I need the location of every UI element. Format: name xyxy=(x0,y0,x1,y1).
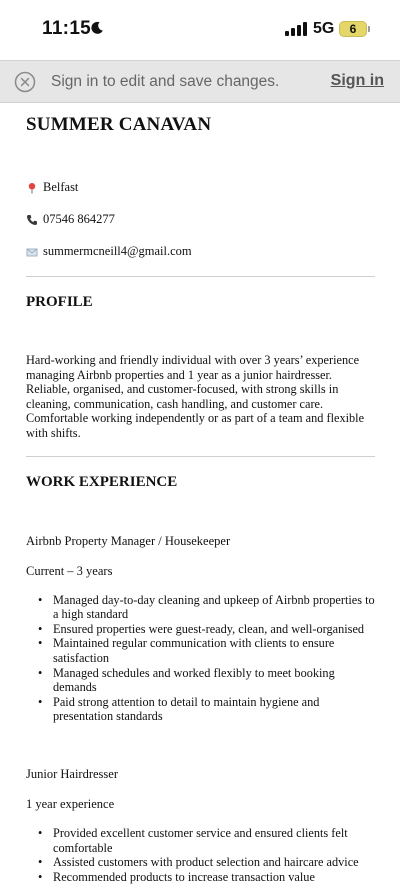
location-text: Belfast xyxy=(43,180,79,194)
close-icon[interactable] xyxy=(14,71,36,93)
list-item: • Ensured properties were guest-ready, clean, and well-organised xyxy=(26,622,376,637)
job-responsibilities xyxy=(26,593,376,724)
list-item: • Managed day-to-day cleaning and upkeep of Airbnb properties to a high standard xyxy=(26,593,376,622)
signal-icon xyxy=(285,22,307,36)
job-title: Airbnb Property Manager / Housekeeper xyxy=(26,533,231,548)
banner-message: Sign in to edit and save changes. xyxy=(51,73,280,90)
list-item: • Maintained regular communication with clients to ensure satisfaction xyxy=(26,636,376,665)
job-responsibilities xyxy=(26,826,376,884)
job-title: Junior Hairdresser xyxy=(26,766,118,781)
envelope-icon xyxy=(26,246,38,258)
list-item: • Managed schedules and worked flexibly to meet booking demands xyxy=(26,666,376,695)
profile-summary: Hard-working and friendly individual with over 3 years’ experience managing Airbnb properties and 1 year as a junior hairdresser. Reliable, organised, and customer-focused, with strong skills in cleaning, communication, cash handling, and customer care. Comfortable working independently or as part of a team and flexible with shifts. xyxy=(26,353,365,440)
contact-phone xyxy=(26,212,376,227)
moon-icon xyxy=(90,21,104,35)
sign-in-link[interactable]: Sign in xyxy=(330,72,384,89)
list-item: • Provided excellent customer service and ensured clients felt comfortable xyxy=(26,826,376,855)
job-duration: Current – 3 years xyxy=(26,563,113,578)
location-pin-icon xyxy=(26,182,38,194)
resume-document xyxy=(26,114,376,884)
divider xyxy=(26,456,375,457)
battery-indicator: 6 xyxy=(339,21,367,37)
battery-nub xyxy=(368,26,370,32)
job-duration: 1 year experience xyxy=(26,796,115,811)
contact-email xyxy=(26,244,376,259)
phone-text: 07546 864277 xyxy=(43,212,115,226)
status-bar xyxy=(0,0,400,60)
status-time: 11:15 xyxy=(42,18,92,39)
list-item: • Paid strong attention to detail to maintain hygiene and presentation standards xyxy=(26,695,376,724)
work-experience-heading: WORK EXPERIENCE xyxy=(26,473,178,490)
divider xyxy=(26,276,375,277)
contact-location xyxy=(26,180,376,195)
network-label: 5G xyxy=(313,20,335,37)
profile-heading: PROFILE xyxy=(26,294,93,310)
list-item: • Assisted customers with product selection and haircare advice xyxy=(26,855,376,870)
candidate-name: SUMMER CANAVAN xyxy=(26,114,212,135)
email-text: summermcneill4@gmail.com xyxy=(43,244,192,258)
sign-in-banner xyxy=(0,60,400,103)
list-item: • Recommended products to increase transaction value xyxy=(26,870,376,884)
phone-icon xyxy=(26,214,38,226)
